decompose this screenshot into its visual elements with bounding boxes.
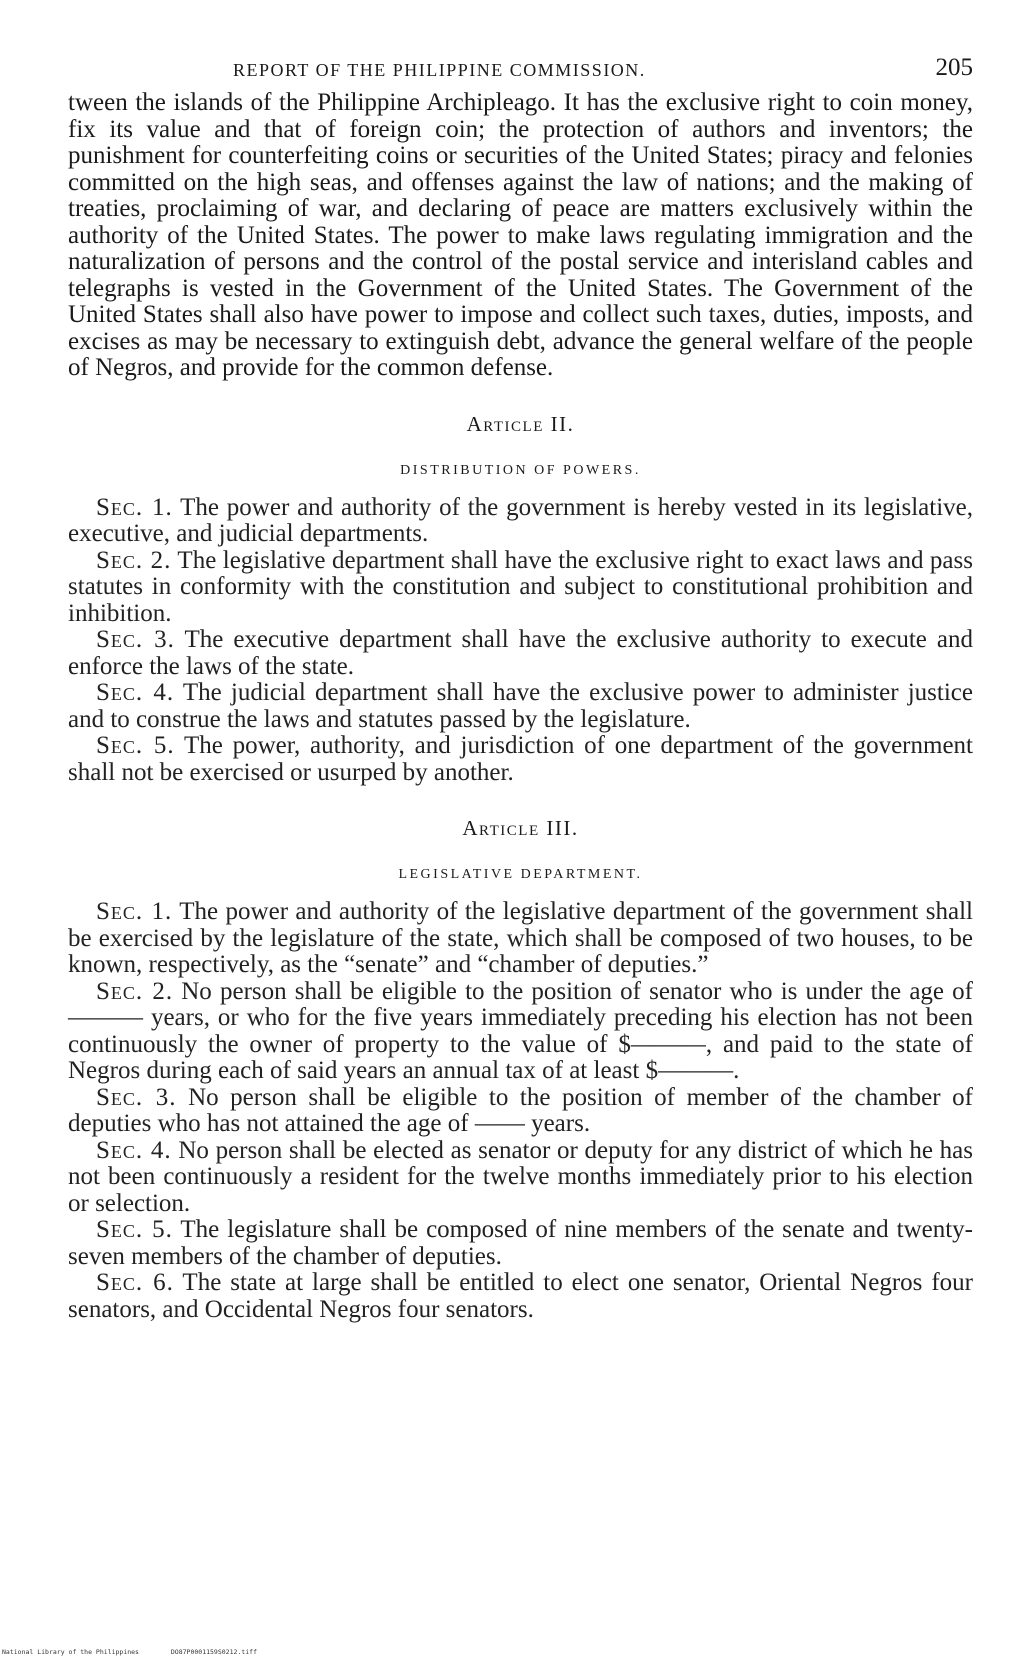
section-label: Sec. 1. bbox=[96, 493, 173, 521]
footer-library: National Library of the Philippines bbox=[2, 1648, 139, 1656]
section-text: The power and authority of the government is hereby vested in its legislative, executive, and judicial departments. bbox=[68, 493, 973, 547]
section-text: No person shall be elected as senator or deputy for any district of which he has not been continuously a resident for the twelve months immediately prior to his election or selection. bbox=[68, 1136, 974, 1217]
section-text: The power, authority, and jurisdiction of one department of the government shall not be exercised or usurped by another. bbox=[68, 732, 973, 786]
running-head bbox=[68, 50, 973, 90]
section-text: The power and authority of the legislative department of the government shall be exercised by the legislature of the state, which shall be composed of two houses, to be known, respectively, as the “senate” and “chamber of deputies.” bbox=[68, 898, 973, 978]
page bbox=[68, 50, 973, 1323]
article-3-section bbox=[68, 1085, 973, 1138]
section-text: The executive department shall have the exclusive authority to execute and enforce the laws of the state. bbox=[68, 626, 973, 680]
section-label: Sec. 2. bbox=[96, 977, 174, 1005]
article-2-heading: Article II. bbox=[466, 411, 575, 436]
section-text: The judicial department shall have the exclusive power to administer justice and to construe the laws and statutes passed by the legislature. bbox=[68, 679, 973, 733]
article-3-section bbox=[68, 899, 973, 979]
section-label: Sec. 6. bbox=[96, 1269, 174, 1296]
article-3-section bbox=[68, 1138, 973, 1218]
article-2-section bbox=[68, 733, 973, 786]
article-2-sections bbox=[68, 495, 973, 787]
article-3-subheading: LEGISLATIVE DEPARTMENT. bbox=[398, 867, 643, 882]
article-2-subheading: DISTRIBUTION OF POWERS. bbox=[400, 462, 641, 478]
article-3-sections bbox=[68, 899, 973, 1323]
section-label: Sec. 3. bbox=[96, 1083, 177, 1111]
article-2-section bbox=[68, 495, 973, 548]
article-2-section bbox=[68, 548, 973, 628]
section-label: Sec. 4. bbox=[96, 679, 175, 706]
section-label: Sec. 5. bbox=[96, 732, 175, 759]
page-number: 205 bbox=[935, 54, 973, 81]
section-label: Sec. 1. bbox=[96, 898, 173, 925]
scan-footer bbox=[2, 1648, 285, 1656]
section-label: Sec. 2. bbox=[96, 546, 172, 574]
article-2-section bbox=[68, 680, 973, 733]
section-text: No person shall be eligible to the position of senator who is under the age of ——— years, or who for the five years immediately preceding his election has not been continuously the owner of property to the value of $———, and paid to the state of Negros during each of said years an annual tax of at least $———. bbox=[68, 977, 974, 1084]
section-text: The state at large shall be entitled to elect one senator, Oriental Negros four senators, and Occidental Negros four senators. bbox=[68, 1269, 974, 1323]
running-title: REPORT OF THE PHILIPPINE COMMISSION. bbox=[233, 60, 646, 80]
article-3-heading: Article III. bbox=[462, 816, 579, 840]
section-text: The legislative department shall have the exclusive right to exact laws and pass statutes in conformity with the constitution and subject to constitutional prohibition and inhibition. bbox=[68, 546, 973, 627]
article-3-section bbox=[68, 1270, 973, 1323]
article-3-section bbox=[68, 979, 973, 1085]
footer-file: DO87P0001159S0212.tiff bbox=[170, 1648, 257, 1656]
article-2-section bbox=[68, 627, 973, 680]
article-3-section bbox=[68, 1217, 973, 1270]
opening-paragraph: tween the islands of the Philippine Archipleago. It has the exclusive right to coin money, fix its value and that of foreign coin; the protection of authors and inventors; the punishment for counterfeiting coins or securities of the United States; piracy and felonies committed on the high seas, and offenses against the law of nations; and the making of treaties, proclaiming of war, and declaring of peace are matters exclusively within the authority of the United States. The power to make laws regulating immigration and the naturalization of persons and the control of the postal service and interisland cables and telegraphs is vested in the Government of the United States. The Government of the United States shall also have power to impose and collect such taxes, duties, imposts, and excises as may be necessary to extinguish debt, advance the general welfare of the people of Negros, and provide for the common defense. bbox=[68, 89, 973, 381]
section-text: The legislature shall be composed of nine members of the senate and twenty-seven members of the chamber of deputies. bbox=[68, 1216, 973, 1270]
section-label: Sec. 5. bbox=[96, 1216, 173, 1243]
section-label: Sec. 3. bbox=[96, 626, 175, 653]
section-text: No person shall be eligible to the position of member of the chamber of deputies who has not attained the age of —— years. bbox=[68, 1083, 974, 1137]
section-label: Sec. 4. bbox=[96, 1136, 172, 1164]
